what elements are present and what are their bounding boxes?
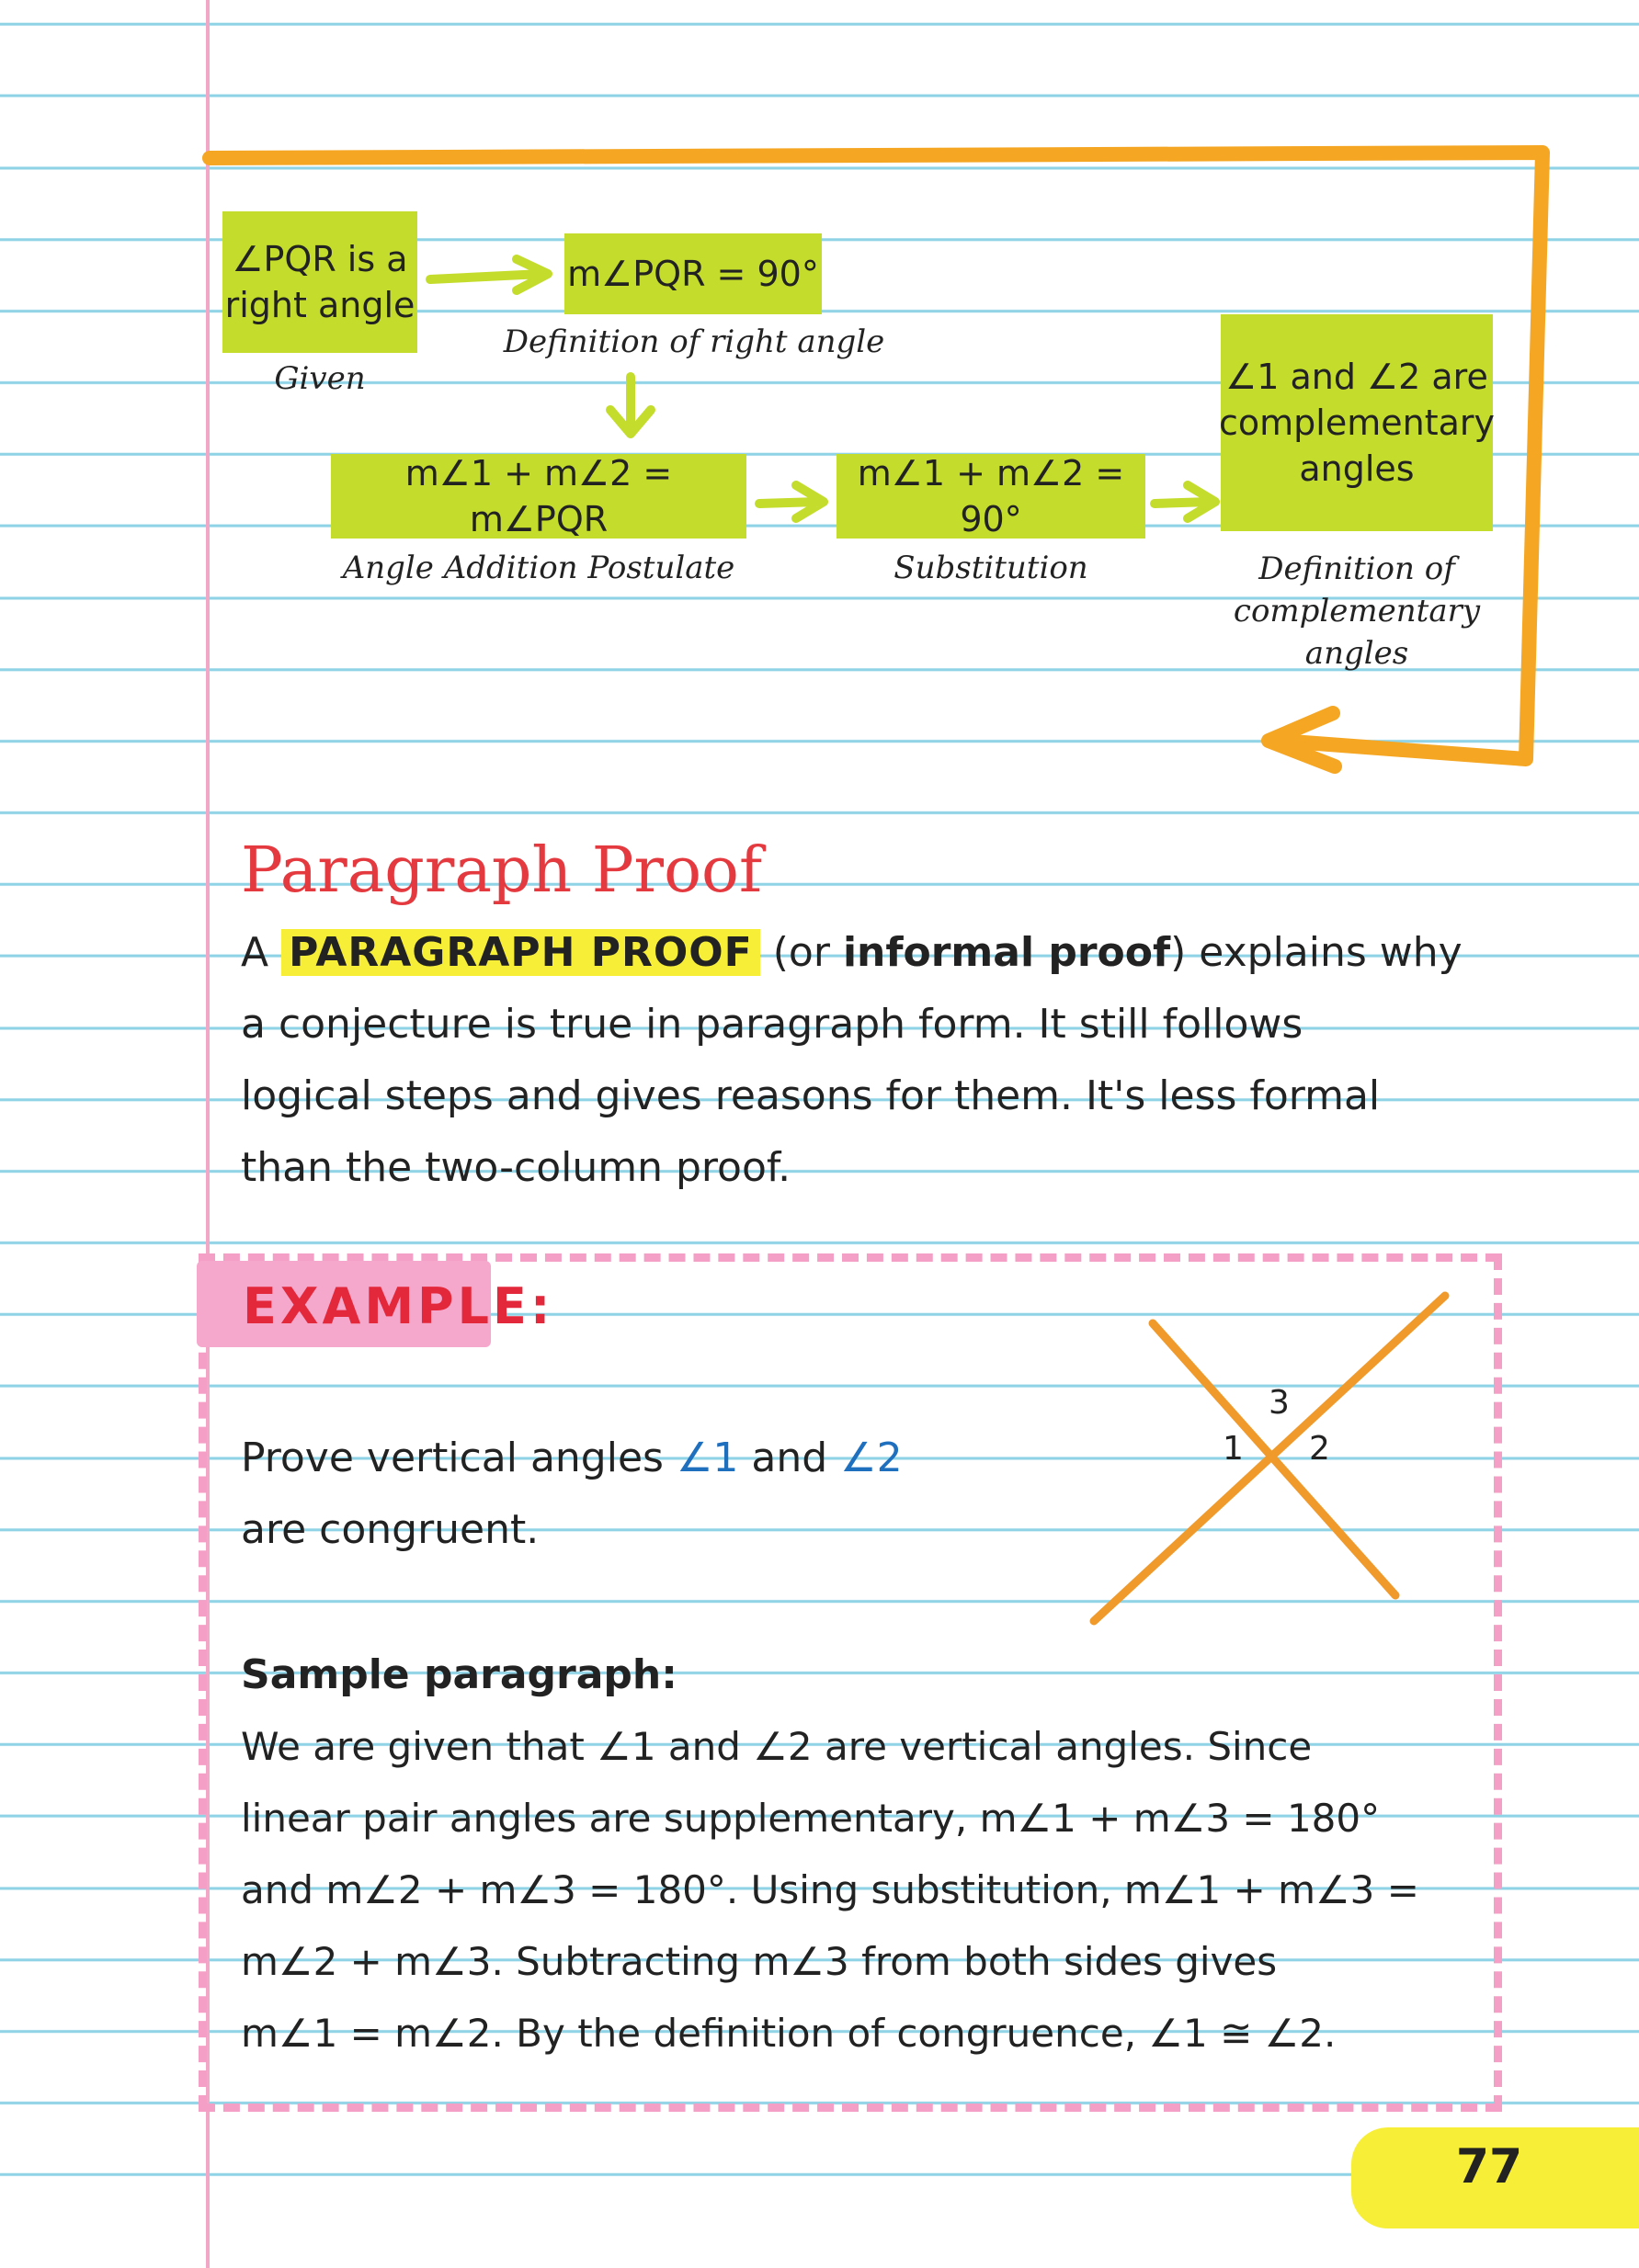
arrow-2-3	[610, 377, 651, 434]
sample-line-2: linear pair angles are supplementary, m∠1 + m∠3 = 180°	[241, 1796, 1381, 1841]
intro-paragraph	[241, 917, 1528, 1204]
flow-box-complementary-line1: ∠1 and ∠2 are	[1225, 357, 1488, 397]
flow-box-given	[222, 211, 417, 353]
example-label: EXAMPLE:	[243, 1277, 554, 1335]
sample-line-5: m∠1 = m∠2. By the definition of congruence, ∠1 ≅ ∠2.	[241, 2011, 1337, 2056]
term-informal-proof: informal proof	[842, 929, 1171, 976]
arrow-4-5	[1155, 485, 1215, 518]
prompt-pre: Prove vertical angles	[241, 1435, 664, 1481]
prompt-line-2: are congruent.	[241, 1506, 540, 1553]
diagram-line-b	[1153, 1323, 1395, 1595]
reason-angle-addition: Angle Addition Postulate	[342, 550, 735, 586]
reason-given: Given	[274, 360, 366, 397]
intro-line-3: logical steps and gives reasons for them. It's less formal	[241, 1072, 1381, 1119]
diagram-label-3: 3	[1269, 1384, 1290, 1422]
intro-line-1	[241, 917, 1528, 989]
diagram-label-2: 2	[1309, 1430, 1330, 1468]
intro-line-2: a conjecture is true in paragraph form. It still follows	[241, 1001, 1303, 1048]
sample-line-4: m∠2 + m∠3. Subtracting m∠3 from both sides gives	[241, 1939, 1278, 1984]
flow-box-complementary	[1221, 314, 1493, 531]
flow-box-complementary-line2: complementary	[1219, 403, 1495, 443]
reason-definition-complementary	[1223, 548, 1491, 675]
intro-a: A	[241, 929, 269, 976]
reason-complementary-line2: complementary	[1233, 593, 1481, 629]
reason-definition-right-angle: Definition of right angle	[503, 323, 885, 360]
section-title: Paragraph Proof	[241, 834, 763, 907]
flow-box-complementary-line3: angles	[1299, 448, 1415, 489]
reason-complementary-line1: Definition of	[1258, 550, 1455, 587]
intro-line-4: than the two-column proof.	[241, 1144, 791, 1191]
arrow-1-2	[430, 259, 548, 290]
intro-paren: (or	[772, 929, 830, 976]
prompt-line-1	[241, 1423, 1068, 1494]
intro-rest: ) explains why	[1170, 929, 1463, 976]
diagram-label-1: 1	[1223, 1430, 1244, 1468]
page-number: 77	[1455, 2139, 1523, 2194]
reason-substitution: Substitution	[893, 550, 1088, 586]
sample-paragraph	[241, 1639, 1493, 2070]
flow-box-angle-addition: m∠1 + m∠2 = m∠PQR	[331, 454, 746, 539]
example-prompt	[241, 1423, 1068, 1566]
flow-box-given-line1: ∠PQR is a	[232, 239, 408, 279]
reason-complementary-line3: angles	[1304, 635, 1409, 672]
angle-1-label: ∠1	[676, 1435, 739, 1481]
sample-line-3: and m∠2 + m∠3 = 180°. Using substitution, m∠1 + m∠3 =	[241, 1867, 1419, 1912]
flow-box-right-angle-measure: m∠PQR = 90°	[564, 233, 822, 314]
prompt-and: and	[751, 1435, 828, 1481]
flow-box-given-line2: right angle	[224, 285, 415, 325]
vertical-angles-diagram	[1076, 1277, 1462, 1636]
flow-box-substitution: m∠1 + m∠2 = 90°	[837, 454, 1145, 539]
arrow-3-4	[759, 485, 824, 518]
sample-line-1: We are given that ∠1 and ∠2 are vertical angles. Since	[241, 1724, 1313, 1769]
angle-2-label: ∠2	[840, 1435, 903, 1481]
sample-heading: Sample paragraph:	[241, 1651, 677, 1698]
term-highlight: PARAGRAPH PROOF	[281, 929, 760, 976]
